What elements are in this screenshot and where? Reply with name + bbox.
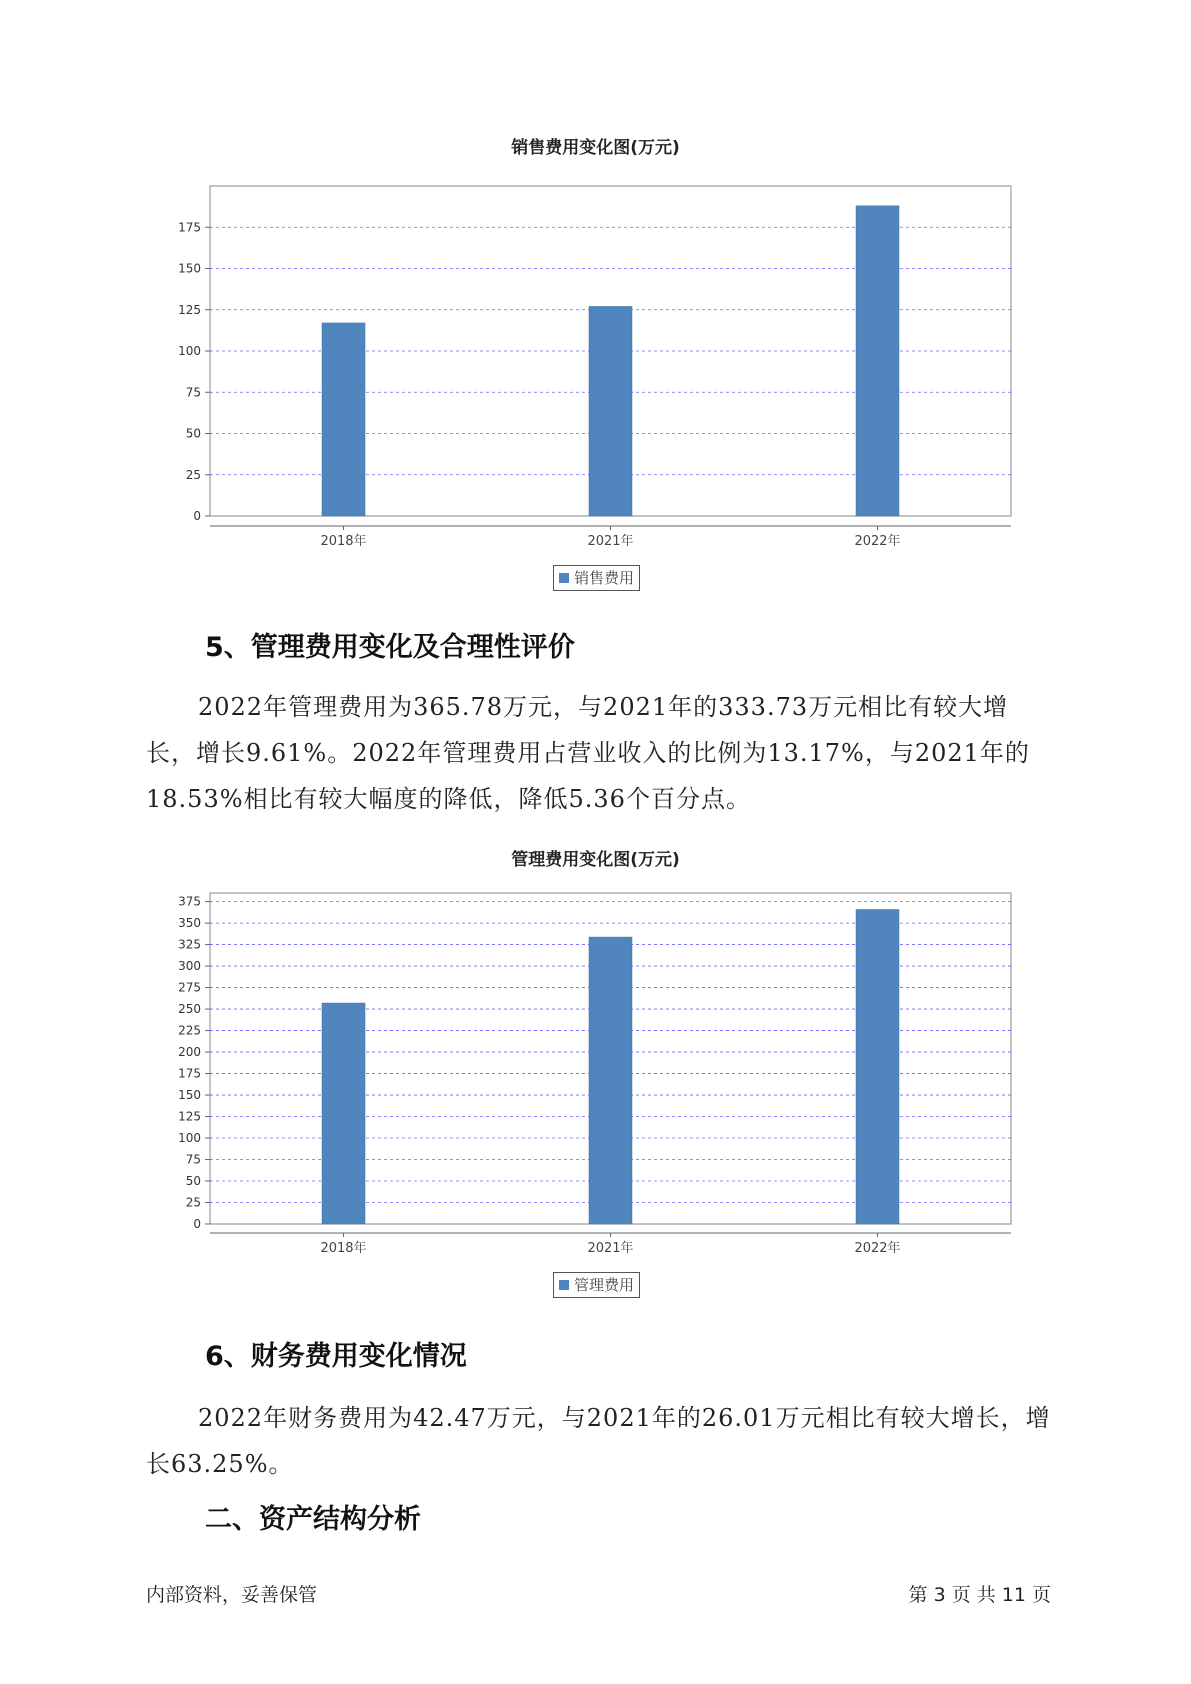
bar: [589, 937, 632, 1224]
chart1-title: 销售费用变化图(万元): [511, 138, 680, 158]
footer-confidential: 内部资料，妥善保管: [146, 1584, 318, 1606]
chart2-legend: [553, 1272, 640, 1298]
y-tick-label: 50: [185, 1174, 201, 1189]
y-tick-label: 250: [178, 1002, 201, 1017]
chart1-legend-label: 销售费用: [574, 569, 635, 587]
section2-heading: 二、资产结构分析: [205, 1504, 421, 1535]
y-tick-label: 150: [178, 1088, 201, 1103]
x-tick-label: 2018年: [320, 534, 367, 549]
x-tick-label: 2021年: [587, 1241, 634, 1256]
y-tick-label: 25: [185, 1195, 201, 1210]
footer-page-number: 第 3 页 共 11 页: [908, 1584, 1051, 1606]
x-tick-label: 2022年: [854, 534, 901, 549]
y-tick-label: 300: [178, 959, 201, 974]
section5-heading: 5、管理费用变化及合理性评价: [205, 632, 575, 663]
y-tick-label: 275: [178, 980, 201, 995]
y-tick-label: 175: [178, 220, 201, 235]
y-tick-label: 125: [178, 1109, 201, 1124]
y-tick-label: 75: [185, 1152, 201, 1167]
y-tick-label: 0: [193, 1217, 201, 1231]
y-tick-label: 375: [178, 894, 201, 909]
y-tick-label: 75: [185, 385, 201, 400]
x-tick-label: 2018年: [320, 1241, 367, 1256]
y-tick-label: 100: [178, 1131, 201, 1146]
legend-swatch-icon: [559, 1280, 569, 1290]
y-tick-label: 350: [178, 916, 201, 931]
y-tick-label: 150: [178, 261, 201, 276]
y-tick-label: 200: [178, 1045, 201, 1060]
y-tick-label: 50: [185, 426, 201, 441]
y-tick-label: 0: [193, 509, 201, 523]
y-tick-label: 100: [178, 344, 201, 358]
y-tick-label: 175: [178, 1066, 201, 1081]
x-tick-label: 2022年: [854, 1241, 901, 1256]
bar: [322, 1003, 365, 1224]
section6-paragraph: 2022年财务费用为42.47万元，与2021年的26.01万元相比有较大增长，增长63.25%。: [146, 1404, 1051, 1478]
chart2-title: 管理费用变化图(万元): [511, 850, 680, 870]
y-tick-label: 125: [178, 302, 201, 317]
chart2-legend-label: 管理费用: [574, 1276, 635, 1294]
y-tick-label: 325: [178, 937, 201, 952]
y-tick-label: 225: [178, 1023, 201, 1038]
y-tick-label: 25: [185, 467, 201, 482]
bar: [856, 910, 899, 1224]
section6-heading: 6、财务费用变化情况: [205, 1341, 467, 1372]
x-tick-label: 2021年: [587, 534, 634, 549]
section5-paragraph: 2022年管理费用为365.78万元，与2021年的333.73万元相比有较大增长，增长9.61%。2022年管理费用占营业收入的比例为13.17%，与2021年的18.53%相比有较大幅度的降低，降低5.36个百分点。: [146, 693, 1030, 813]
